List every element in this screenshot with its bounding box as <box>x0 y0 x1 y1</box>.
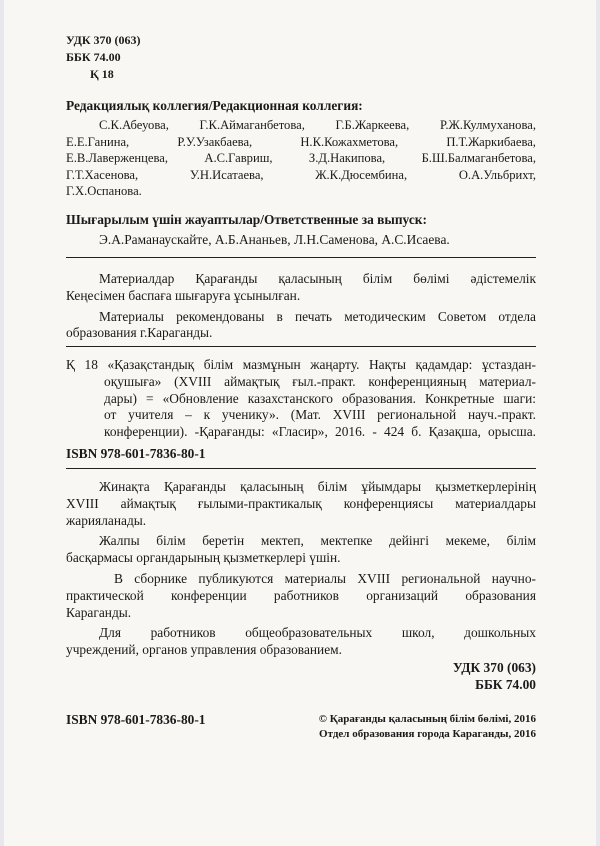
annotation-kz-line: жарияланады. <box>66 512 147 528</box>
bibliographic-line: дары) = «Обновление казахстанского образования. Конкретные шаги: <box>104 390 536 406</box>
responsible-names: Э.А.Раманаускайте, А.Б.Ананьев, Л.Н.Саменова, А.С.Исаева. <box>99 232 450 247</box>
annotation-ru-audience-line: учреждений, органов управления образованием. <box>66 642 342 658</box>
editor-name: С.К.Абеуова, <box>99 118 169 132</box>
editorial-heading: Редакциялық коллегия/Редакционная коллегия: <box>66 98 363 113</box>
copyright-ru: Отдел образования города Караганды, 2016 <box>319 728 536 740</box>
bbk-code: ББК 74.00 <box>66 50 121 64</box>
editorial-list <box>66 117 536 200</box>
annotation-ru-line: Караганды. <box>66 604 132 620</box>
editor-name: У.Н.Исатаева, <box>189 167 264 182</box>
editor-name: З.Д.Накипова, <box>308 151 386 166</box>
isbn: ISBN 978-601-7836-80-1 <box>66 446 206 461</box>
editorial-row <box>66 183 536 200</box>
editor-name: Г.Х.Оспанова. <box>66 184 142 199</box>
annotation-ru-line: В сборнике публикуются материалы XVIII региональной научно- <box>114 570 536 586</box>
udk-code: УДК 370 (063) <box>66 33 141 47</box>
annotation-kz-audience-line: басқармасы органдарының қызметкерлері үшін. <box>66 550 341 566</box>
annotation-kz-line: Жинақта Қарағанды қаласының білім ұйымдары қызметкерлерінің <box>99 479 536 494</box>
annotation-ru-line: практической конференции работников организаций образования <box>66 587 536 603</box>
editor-name: Р.Ж.Кулмуханова, <box>439 118 536 132</box>
annotation-kz-audience-line: Жалпы білім беретін мектеп, мектепке дейінгі мекеме, білім <box>99 533 536 549</box>
editor-name: Е.В.Лаверженцева, <box>66 151 168 166</box>
editor-name: Г.Б.Жаркеева, <box>335 118 410 132</box>
editor-name: О.А.Ульбрихт, <box>458 167 536 182</box>
divider <box>66 257 536 258</box>
bibliographic-record <box>66 357 536 441</box>
author-sign: Қ 18 <box>90 67 114 81</box>
document-page <box>4 0 596 846</box>
editor-name: Г.К.Аймаганбетова, <box>199 118 305 132</box>
responsible-heading: Шығарылым үшін жауаптылар/Ответственные за выпуск: <box>66 212 427 227</box>
editor-name: Н.К.Кожахметова, <box>300 134 399 149</box>
annotation-kz-line: XVIII аймақтық ғылыми-практикалық конференциясы материалдары <box>66 495 536 511</box>
footer-udk: УДК 370 (063) <box>452 660 536 675</box>
editorial-row <box>66 117 536 134</box>
editorial-row <box>66 167 536 184</box>
bibliographic-line: оқушыға» (XVIII аймақтық ғыл.-практ. конференцияның материал- <box>104 373 536 389</box>
recommendation-ru-line: Материалы рекомендованы в печать методическим Советом отдела <box>99 308 536 324</box>
editorial-row <box>66 150 536 167</box>
editor-name: А.С.Гавриш, <box>204 151 273 166</box>
recommendation-kz-line: Кеңесімен баспаға шығаруға ұсынылған. <box>66 287 301 303</box>
bibliographic-line: от учителя – к ученику». (Мат. XVIII региональной науч.-практ. <box>104 407 536 423</box>
divider <box>66 346 536 347</box>
recommendation-ru-line: образования г.Караганды. <box>66 325 213 341</box>
footer-bbk: ББК 74.00 <box>475 677 536 692</box>
recommendation-block <box>66 271 536 342</box>
editor-name: Ж.К.Дюсембина, <box>315 167 408 182</box>
copyright-kz: © Қарағанды қаласының білім бөлімі, 2016 <box>318 713 536 725</box>
divider <box>66 468 536 469</box>
editor-name: Р.У.Узакбаева, <box>177 134 253 149</box>
annotation-block <box>66 479 536 659</box>
editor-name: П.Т.Жаркибаева, <box>446 134 536 149</box>
recommendation-kz-line: Материалдар Қарағанды қаласының білім бөлімі әдістемелік <box>99 271 536 286</box>
annotation-ru-audience-line: Для работников общеобразовательных школ, дошкольных <box>99 625 536 641</box>
bibliographic-line: конференции). -Қарағанды: «Гласир», 2016. - 424 б. Қазақша, орысша. <box>104 424 536 440</box>
editor-name: Г.Т.Хасенова, <box>66 167 139 182</box>
editorial-row <box>66 134 536 151</box>
editor-name: Е.Е.Ганина, <box>66 134 130 149</box>
editor-name: Б.Ш.Балмаганбетова, <box>421 151 536 166</box>
footer-isbn: ISBN 978-601-7836-80-1 <box>66 712 206 727</box>
bibliographic-line: Қ 18 «Қазақстандық білім мазмұнын жаңарту. Нақты қадамдар: ұстаздан- <box>66 357 536 372</box>
